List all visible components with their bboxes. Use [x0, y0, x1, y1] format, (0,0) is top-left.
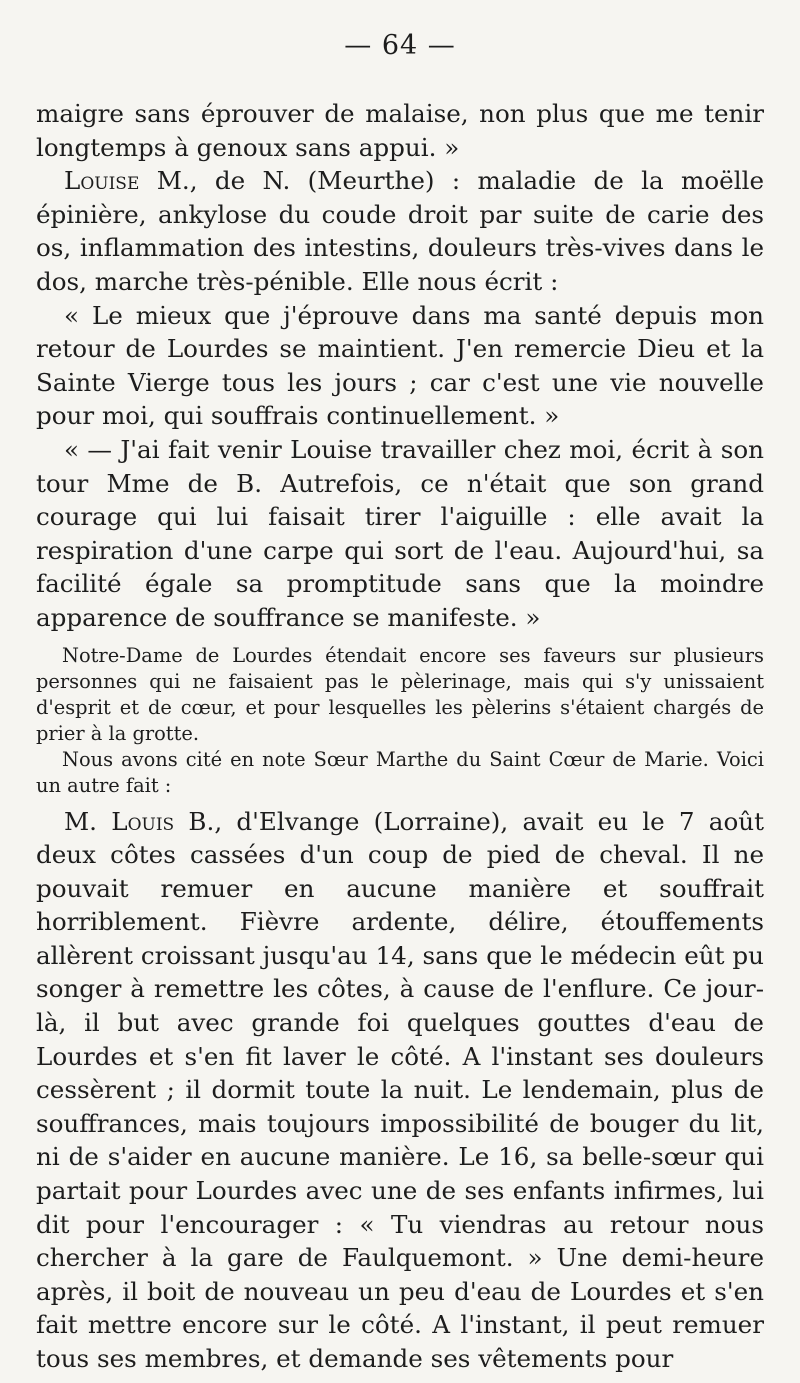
paragraph-letter-quote: « Le mieux que j'éprouve dans ma santé depuis mon retour de Lourdes se maintient. J'en remercie Dieu et la Sainte Vierge tous les jours ; car c'est une vie nouvelle pour moi, qui souffrais continuellement. » — [36, 300, 764, 431]
paragraph-louise — [36, 164, 764, 298]
paragraph-prefix: M. — [64, 806, 112, 836]
paragraph-text: M., de N. (Meurthe) : maladie de la moëlle épinière, ankylose du coude droit par suite de carie des os, inflammation des intestins, douleurs très-vives dans le dos, marche très-pénible. Elle nous écrit : — [36, 166, 764, 296]
person-name: Louis — [111, 806, 175, 836]
paragraph-continuation: maigre sans éprouver de malaise, non plus que me tenir longtemps à genoux sans appui. » — [36, 99, 764, 162]
page-body — [36, 97, 764, 1376]
note-block — [36, 643, 764, 799]
person-name: Louise — [64, 166, 140, 196]
paragraph-text: B., d'Elvange (Lorraine), avait eu le 7 août deux côtes cassées d'un coup de pied de cheval. Il ne pouvait remuer en aucune manière et souffrait horriblement. Fièvre ardente, délire, étouffements allèrent croissant jusqu'au 14, sans que le médecin eût pu songer à remettre les côtes, à cause de l'enflure. Ce jour-là, il but avec grande foi quelques gouttes d'eau de Lourdes et s'en fit laver le côté. A l'instant ses douleurs cessèrent ; il dormit toute la nuit. Le lendemain, plus de souffrances, mais toujours impossibilité de bouger du lit, ni de s'aider en aucune manière. Le 16, sa belle-sœur qui partait pour Lourdes avec une de ses enfants infirmes, lui dit pour l'encourager : « Tu viendras au retour nous chercher à la gare de Faulquemont. » Une demi-heure après, il boit de nouveau un peu d'eau de Lourdes et s'en fait mettre encore sur le côté. A l'instant, il peut remuer tous ses membres, et demande ses vêtements pour — [36, 806, 764, 1373]
paragraph-testimony: « — J'ai fait venir Louise travailler chez moi, écrit à son tour Mme de B. Autrefois, ce n'était que son grand courage qui lui faisait tirer l'aiguille : elle avait la respiration d'une carpe qui sort de l'eau. Aujourd'hui, sa facilité égale sa promptitude sans que la moindre apparence de souffrance se manifeste. » — [36, 434, 764, 632]
note-paragraph: Nous avons cité en note Sœur Marthe du Saint Cœur de Marie. Voici un autre fait : — [36, 747, 764, 797]
note-paragraph: Notre-Dame de Lourdes étendait encore ses faveurs sur plusieurs personnes qui ne faisaient pas le pèlerinage, mais qui s'y unissaient d'esprit et de cœur, et pour lesquelles les pèlerins s'étaient chargés de prier à la grotte. — [36, 643, 764, 745]
page-number: — 64 — — [344, 30, 456, 61]
paragraph-louis — [36, 805, 764, 1376]
